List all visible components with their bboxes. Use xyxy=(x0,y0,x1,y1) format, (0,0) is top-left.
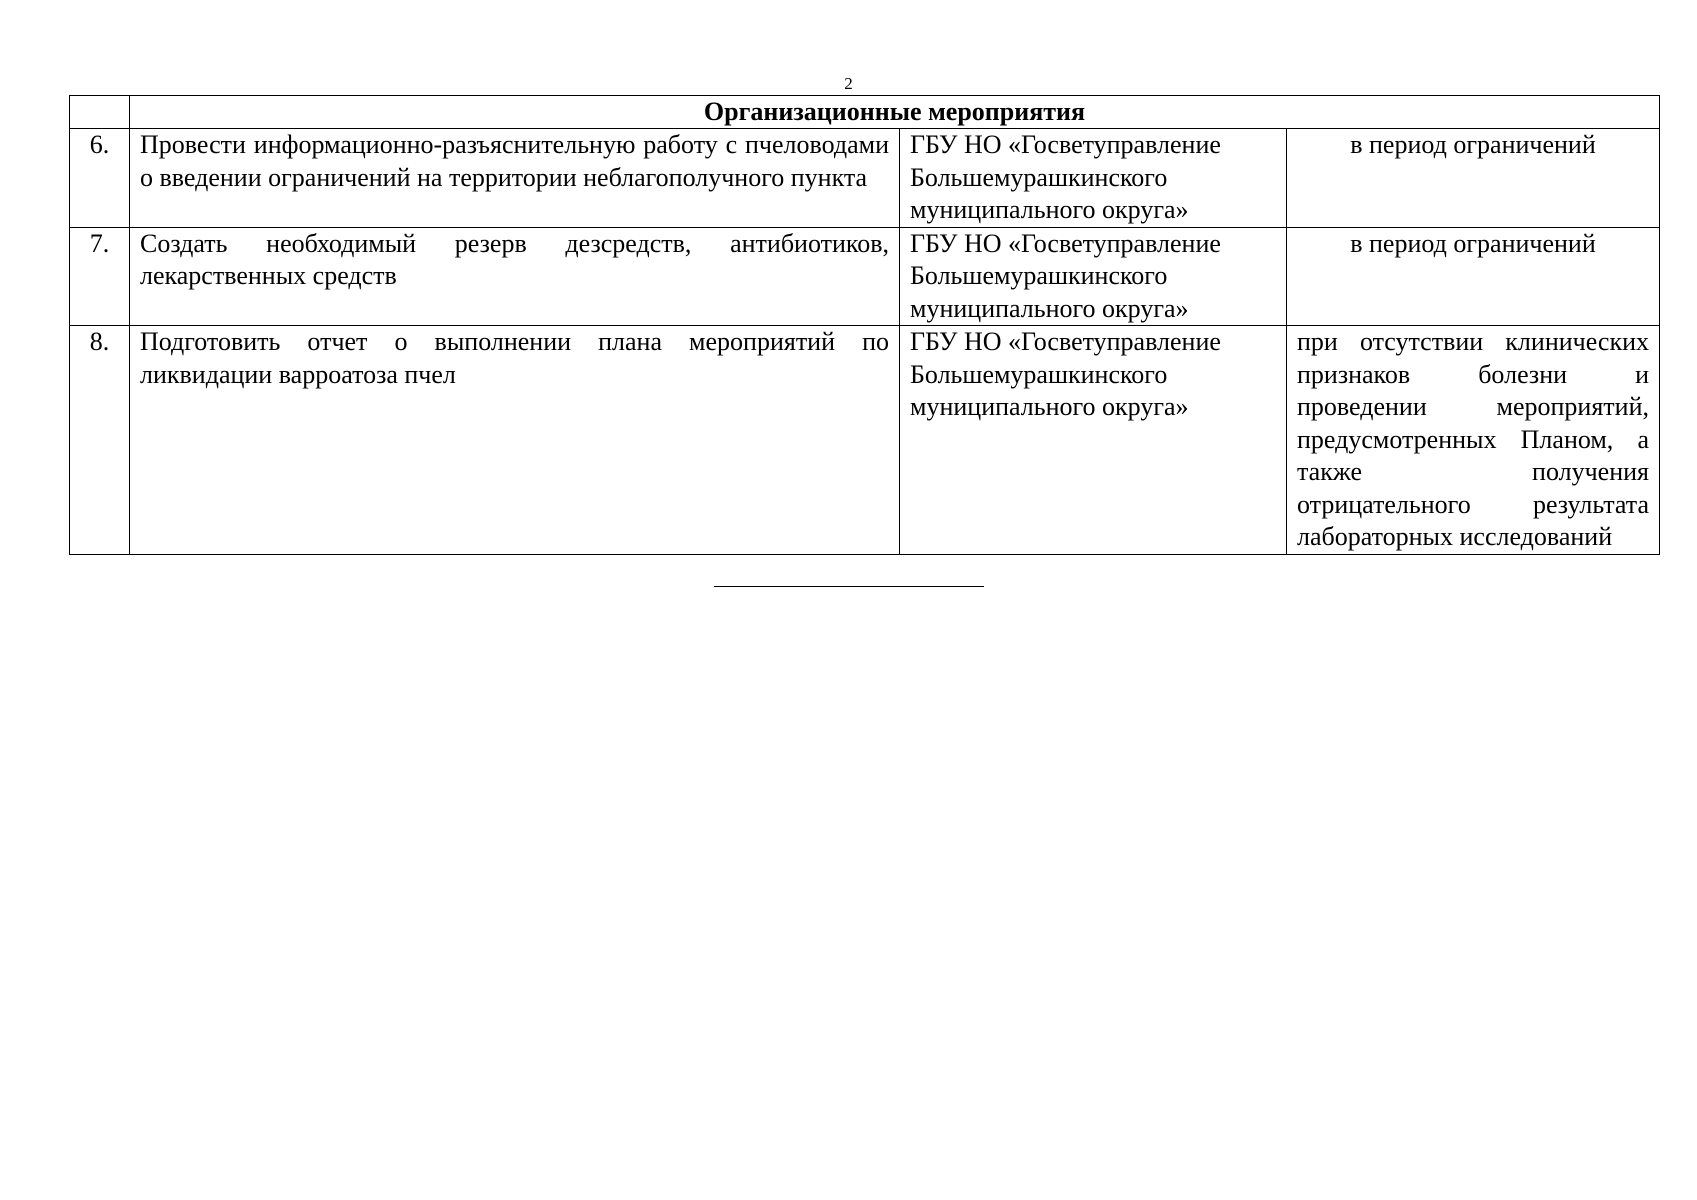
term-cell: при отсутствии клинических признаков болезни и проведении мероприятий, предусмотренных Планом, а также получения отрицательного результата лабораторных исследований xyxy=(1287,326,1660,555)
row-number: 7. xyxy=(70,227,130,326)
responsible-line: муниципального округа» xyxy=(910,392,1189,421)
measures-table xyxy=(69,95,1660,555)
term-cell: в период ограничений xyxy=(1287,227,1660,326)
responsible-cell xyxy=(900,129,1287,228)
responsible-line: ГБУ НО «Госветуправление xyxy=(910,327,1221,356)
end-of-document-rule xyxy=(714,586,984,587)
responsible-line: муниципального округа» xyxy=(910,195,1189,224)
responsible-line: ГБУ НО «Госветуправление xyxy=(910,228,1221,258)
section-title: Организационные мероприятия xyxy=(130,96,1660,129)
empty-number-cell xyxy=(70,96,130,129)
responsible-line: ГБУ НО «Госветуправление xyxy=(910,130,1221,159)
row-number: 8. xyxy=(70,326,130,555)
term-cell: в период ограничений xyxy=(1287,129,1660,228)
responsible-line: Большемурашкинского xyxy=(910,162,1168,192)
section-header-row xyxy=(70,96,1660,129)
table-row xyxy=(70,227,1660,326)
action-cell: Подготовить отчет о выполнении плана мероприятий по ликвидации варроатоза пчел xyxy=(130,326,900,555)
responsible-cell xyxy=(900,326,1287,555)
table-row xyxy=(70,129,1660,228)
responsible-line: Большемурашкинского xyxy=(910,261,1168,290)
page-number: 2 xyxy=(844,74,853,93)
table-row xyxy=(70,326,1660,555)
action-cell: Провести информационно-разъяснительную работу с пчеловодами о введении ограничений на территории неблагополучного пункта xyxy=(130,129,900,228)
row-number: 6. xyxy=(70,129,130,228)
responsible-line: муниципального округа» xyxy=(910,293,1189,323)
action-cell: Создать необходимый резерв дезсредств, антибиотиков, лекарственных средств xyxy=(130,227,900,326)
responsible-cell xyxy=(900,227,1287,326)
responsible-line: Большемурашкинского xyxy=(910,359,1168,389)
